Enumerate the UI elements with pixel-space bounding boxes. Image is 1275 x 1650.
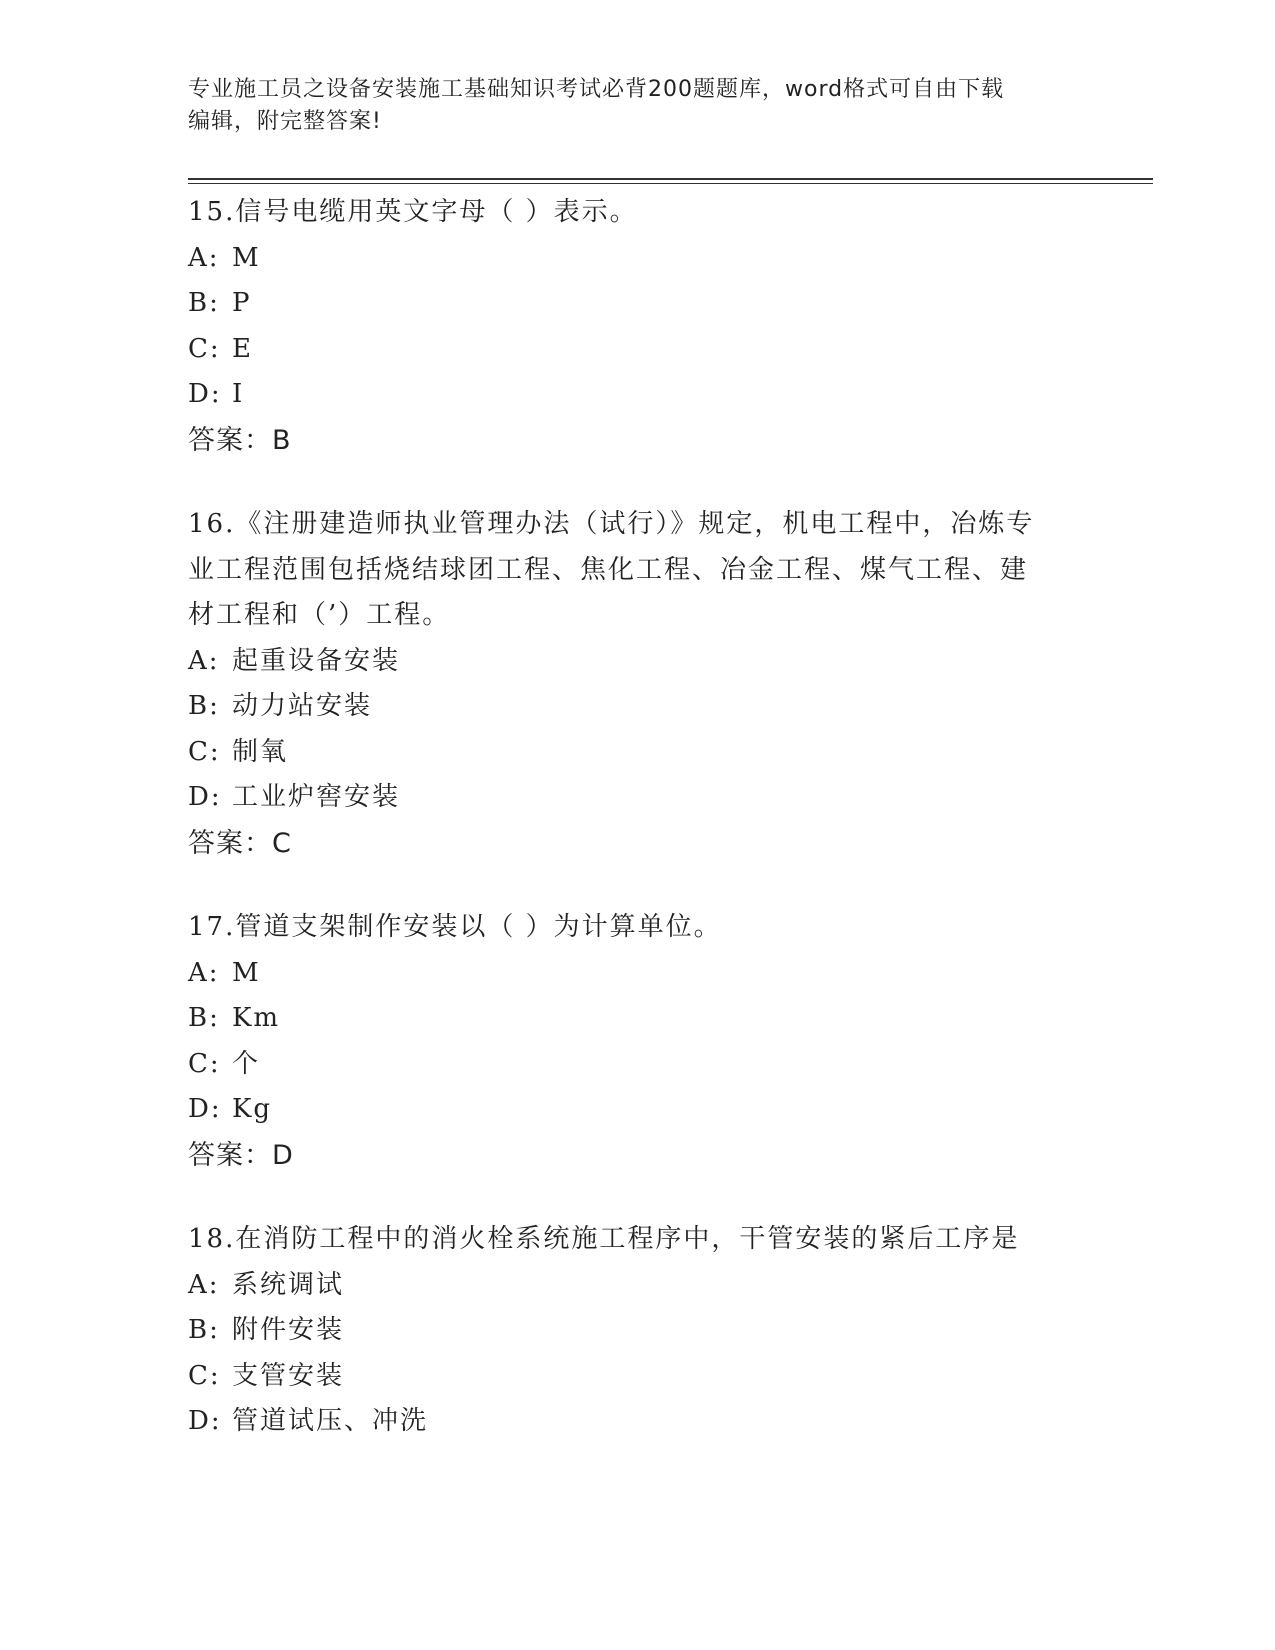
option-text: 起重设备安装 (232, 645, 401, 676)
answer-option (188, 996, 1088, 1042)
option-key: D: (188, 1094, 222, 1124)
answer-option (188, 1263, 1088, 1309)
question-stem-line: 业工程范围包括烧结球团工程、焦化工程、冶金工程、煤气工程、建 (188, 554, 1029, 585)
option-text: 附件安装 (232, 1315, 345, 1345)
option-key: C: (188, 736, 221, 767)
header-line-2: 编辑，附完整答案! (188, 109, 382, 134)
answer-option (188, 730, 1088, 776)
option-key: A: (188, 645, 220, 676)
answer-line: 答案：D (188, 1139, 294, 1171)
option-key: B: (188, 691, 220, 721)
question-item (188, 1217, 1088, 1445)
option-text: I (232, 379, 245, 409)
option-key: A: (188, 1269, 220, 1300)
answer-line: 答案：C (188, 827, 292, 859)
answer-option (188, 236, 1088, 282)
document-header (188, 74, 1088, 138)
question-stem-line: 17.管道支架制作安装以（ ）为计算单位。 (188, 912, 722, 942)
answer-option (188, 1399, 1088, 1445)
answer-option (188, 639, 1088, 685)
answer-option (188, 327, 1088, 373)
option-key: A: (188, 242, 220, 273)
answer-option (188, 1308, 1088, 1354)
option-text: P (232, 288, 252, 318)
option-text: Kg (232, 1094, 273, 1124)
answer-line: 答案：B (188, 424, 292, 456)
header-divider-thin (188, 183, 1153, 184)
answer-option (188, 951, 1088, 997)
option-key: C: (188, 1360, 221, 1391)
answer-option (188, 1354, 1088, 1400)
option-key: D: (188, 782, 222, 812)
question-stem-line: 16.《注册建造师执业管理办法（试行）》规定，机电工程中，冶炼专 (188, 509, 1035, 539)
option-text: 管道试压、冲洗 (232, 1406, 429, 1436)
option-text: M (232, 957, 261, 988)
option-key: C: (188, 1048, 221, 1079)
option-text: 系统调试 (232, 1269, 345, 1300)
question-stem-line: 15.信号电缆用英文字母（ ）表示。 (188, 197, 638, 227)
option-text: 支管安装 (232, 1360, 345, 1391)
option-text: E (232, 333, 253, 364)
option-key: B: (188, 1315, 220, 1345)
option-key: D: (188, 1406, 222, 1436)
header-line-1: 专业施工员之设备安装施工基础知识考试必背200题题库，word格式可自由下载 (188, 77, 1005, 102)
option-text: 个 (232, 1048, 261, 1079)
answer-option (188, 281, 1088, 327)
header-divider-thick (188, 178, 1153, 180)
option-key: B: (188, 288, 220, 318)
question-list (188, 190, 1088, 1484)
option-text: 动力站安装 (232, 691, 373, 721)
question-item (188, 190, 1088, 463)
answer-option (188, 1042, 1088, 1088)
question-item (188, 905, 1088, 1178)
option-text: 制氧 (232, 736, 289, 767)
option-key: D: (188, 379, 222, 409)
option-text: 工业炉窖安装 (232, 782, 401, 812)
option-text: M (232, 242, 261, 273)
option-key: C: (188, 333, 221, 364)
option-text: Km (232, 1003, 281, 1033)
question-item (188, 502, 1088, 866)
answer-option (188, 372, 1088, 418)
option-key: A: (188, 957, 220, 988)
answer-option (188, 1087, 1088, 1133)
option-key: B: (188, 1003, 220, 1033)
question-stem-line: 材工程和（’）工程。 (188, 600, 451, 630)
answer-option (188, 775, 1088, 821)
answer-option (188, 684, 1088, 730)
question-stem-line: 18.在消防工程中的消火栓系统施工程序中，干管安装的紧后工序是 (188, 1224, 1020, 1254)
